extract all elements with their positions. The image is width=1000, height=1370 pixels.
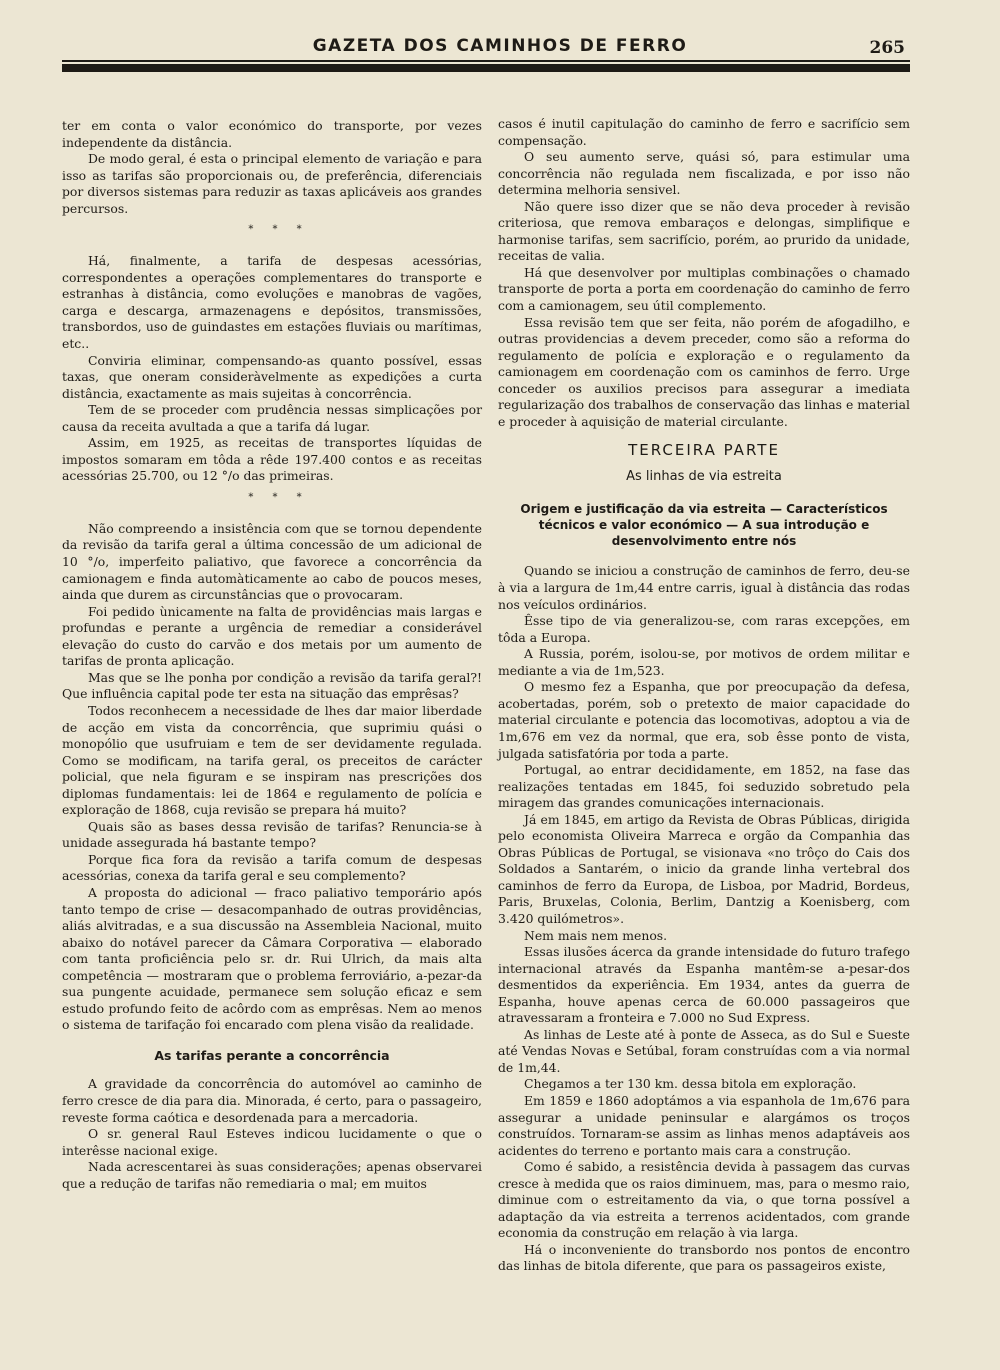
paragraph: As linhas de Leste até à ponte de Asseca, as do Sul e Sueste até Vendas Novas e Setúbal, foram construídas com a via normal de 1m,44.	[498, 1026, 910, 1075]
paragraph: Nem mais nem menos.	[524, 927, 668, 943]
paragraph: Como é sabido, a resistência devida à passagem das curvas cresce à medida que os raios diminuem, mas, para o mesmo raio, diminue com o estreitamento da via, o que torna possível a adaptação da via estreita a terrenos acidentados, com grande economia da construção em relação à via larga.	[498, 1159, 910, 1241]
paragraph: Porque fica fora da revisão a tarifa comum de despesas acessórias, conexa da tarifa geral e seu complemento?	[62, 851, 482, 884]
paragraph: Êsse tipo de via generalizou-se, com raras excepções, em tôda a Europa.	[498, 613, 910, 645]
section-separator: * * *	[248, 224, 310, 236]
chapter-heading: Origem e justificação da via estreita — Característicos técnicos e valor económico — A sua introdução e desenvolvimento entre nós	[520, 502, 888, 549]
page-number: 265	[869, 38, 905, 58]
paragraph: casos é inutil capitulação do caminho de ferro e sacrifício sem compensação.	[498, 116, 910, 148]
paragraph: Todos reconhecem a necessidade de lhes dar maior liberdade de acção em vista da concorrência, que suprimiu quási o monopólio que usufruiam e tem de ser devidamente regulada. Como se modificam, na tarifa geral, os preceitos de carácter policial, que nela figuram e se inspiram nas prescrições dos diplomas fundamentais: lei de 1864 e regulamento de polícia e exploração de 1868, cuja revisão se prepara há muito?	[62, 702, 482, 818]
paragraph: Já em 1845, em artigo da Revista de Obras Públicas, dirigida pelo economista Oliveira Marreca e orgão da Companhia das Obras Públicas de Portugal, se visionava «no trôço do Cais dos Soldados a Santarém, o inicio da grande linha vertebral dos caminhos de ferro da Europa, de Lisboa, por Madrid, Bordeus, Paris, Bruxelas, Colonia, Berlim, Dantzig a Koenisberg, com 3.420 quilómetros».	[498, 811, 910, 926]
paragraph: Chegamos a ter 130 km. dessa bitola em exploração.	[524, 1076, 857, 1092]
paragraph: Há que desenvolver por multiplas combinações o chamado transporte de porta a porta em coordenação do caminho de ferro com a camionagem, seu útil complemento.	[498, 264, 910, 314]
header-rule-thick	[62, 64, 910, 72]
right-column	[498, 116, 910, 1275]
part-title: TERCEIRA PARTE	[628, 441, 780, 460]
paragraph: Foi pedido ùnicamente na falta de providências mais largas e profundas e perante a urgência de remediar a considerável elevação do custo do carvão e dos metais por um aumento de tarifas de pronta aplicação.	[62, 603, 482, 669]
paragraph: Essas ilusões ácerca da grande intensidade do futuro trafego internacional através da Espanha mantêm-se a-pesar-dos desmentidos da experiência. Em 1934, antes da guerra de Espanha, houve apenas cerca de 60.000 passageiros que atravessaram a fronteira e 7.000 no Sud Express.	[498, 944, 910, 1026]
paragraph: Há, finalmente, a tarifa de despesas acessórias, correspondentes a operações complementares do transporte e estranhas à distância, como evoluções e manobras de vagões, carga e descarga, armazenagens e depósitos, transmissões, transbordos, uso de guindastes em estações fluviais ou marítimas, etc..	[62, 253, 482, 352]
part-subtitle: As linhas de via estreita	[626, 468, 782, 484]
paragraph: Em 1859 e 1860 adoptámos a via espanhola de 1m,676 para assegurar a unidade peninsular e alargámos os troços construídos. Tornaram-se assim as linhas menos adaptáveis aos acidentes do terreno e portanto mais cara a construção.	[498, 1092, 910, 1158]
paragraph: Não compreendo a insistência com que se tornou dependente da revisão da tarifa geral a última concessão de um adicional de 10 °/o, imperfeito paliativo, que favorece a concorrência da camionagem e finda automàticamente ao cabo de poucos meses, ainda que durem as circunstâncias que o provocaram.	[62, 520, 482, 603]
paragraph: De modo geral, é esta o principal elemento de variação e para isso as tarifas são proporcionais ou, de preferência, diferenciais por diversos sistemas para reduzir as taxas aplicáveis aos grandes percursos.	[62, 151, 482, 216]
paragraph: A Russia, porém, isolou-se, por motivos de ordem militar e mediante a via de 1m,523.	[498, 646, 910, 678]
paragraph: O sr. general Raul Esteves indicou lucidamente o que o interêsse nacional exige.	[62, 1126, 482, 1158]
journal-title: GAZETA DOS CAMINHOS DE FERRO	[312, 36, 688, 56]
paragraph: Conviria eliminar, compensando-as quanto possível, essas taxas, que oneram consideràvelmente as expedições a curta distância, exactamente as mais sujeitas à concorrência.	[62, 352, 482, 401]
paragraph: A proposta do adicional — fraco paliativo temporário após tanto tempo de crise — desacompanhado de outras providências, aliás alvitradas, e a sua discussão na Assembleia Nacional, muito abaixo do notável parecer da Câmara Corporativa — elaborado com tanta proficiência pelo sr. dr. Rui Ulrich, da mais alta competência — mostraram que o problema ferroviário, a-pezar-da sua pungente acuidade, permanece sem solução eficaz e sem estudo profundo feito de acôrdo com as emprêsas. Nem ao menos o sistema de tarifação foi encarado com plena visão da realidade.	[62, 884, 482, 1033]
paragraph: Mas que se lhe ponha por condição a revisão da tarifa geral?! Que influência capital pode ter esta na situação das emprêsas?	[62, 669, 482, 702]
paragraph: A gravidade da concorrência do automóvel ao caminho de ferro cresce de dia para dia. Minorada, é certo, para o passageiro, reveste forma caótica e desordenada para a mercadoria.	[62, 1076, 482, 1125]
paragraph: Nada acrescentarei às suas considerações; apenas observarei que a redução de tarifas não remediaria o mal; em muitos	[62, 1159, 482, 1191]
paragraph: Essa revisão tem que ser feita, não porém de afogadilho, e outras providencias a devem preceder, como são a reforma do regulamento de polícia e exploração e o regulamento da camionagem em coordenação com os caminhos de ferro. Urge conceder os auxilios precisos para assegurar a imediata regularização dos trabalhos de conservação das linhas e material e proceder à aquisição de material circulante.	[498, 314, 910, 429]
paragraph: Quais são as bases dessa revisão de tarifas? Renuncia-se à unidade assegurada há bastante tempo?	[62, 818, 482, 851]
page-header	[0, 0, 1000, 90]
paragraph: Quando se iniciou a construção de caminhos de ferro, deu-se à via a largura de 1m,44 entre carris, igual à distância das rodas nos veículos ordinários.	[498, 563, 910, 612]
paragraph: Assim, em 1925, as receitas de transportes líquidas de impostos somaram em tôda a rêde 197.400 contos e as receitas acessórias 25.700, ou 12 °/o das primeiras.	[62, 435, 482, 484]
section-separator: * * *	[248, 491, 310, 503]
paragraph: Há o inconveniente do transbordo nos pontos de encontro das linhas de bitola diferente, que para os passageiros existe,	[498, 1241, 910, 1274]
paragraph: Não quere isso dizer que se não deva proceder à revisão criteriosa, que remova embaraços e delongas, simplifique e harmonise tarifas, sem sacrifício, porém, ao prurido da unidade, receitas de valia.	[498, 198, 910, 264]
paragraph: ter em conta o valor económico do transporte, por vezes independente da distância.	[62, 118, 482, 150]
header-rule-thin	[62, 60, 910, 62]
left-column	[62, 118, 482, 1192]
paragraph: Portugal, ao entrar decididamente, em 1852, na fase das realizações tentadas em 1845, foi seduzido sobretudo pela miragem das grandes comunicações internacionais.	[498, 762, 910, 811]
paragraph: O seu aumento serve, quási só, para estimular uma concorrência não regulada nem fiscalizada, e por isso não determina melhoria sensivel.	[498, 149, 910, 198]
section-heading: As tarifas perante a concorrência	[154, 1047, 390, 1063]
paragraph: O mesmo fez a Espanha, que por preocupação da defesa, acobertadas, porém, sob o pretexto de maior capacidade do material circulante e potencia das locomotivas, adoptou a via de 1m,676 em vez da normal, que era, sob êsse ponto de vista, julgada satisfatória por toda a parte.	[498, 679, 910, 761]
paragraph: Tem de se proceder com prudência nessas simplicações por causa da receita avultada a que a tarifa dá lugar.	[62, 402, 482, 434]
